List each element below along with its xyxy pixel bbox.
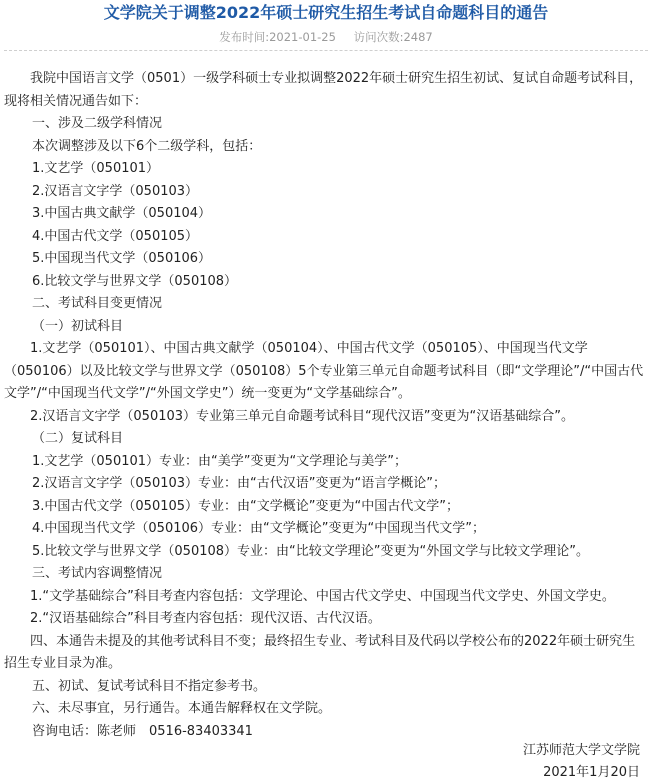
page-title: 文学院关于调整2022年硕士研究生招生考试自命题科目的通告 [103, 3, 549, 22]
section-4-paragraph: 四、本通告未提及的其他考试科目不变；最终招生专业、考试科目及代码以学校公布的2022年硕士研究生招生专业目录为准。 [4, 633, 636, 671]
section-1-text: 本次调整涉及以下6个二级学科，包括： [32, 138, 262, 154]
content-change-2: 2.“汉语基础综合”科目考查内容包括：现代汉语、古代汉语。 [30, 611, 381, 626]
retest-change-item: 3.中国古代文学（050105）专业：由“文学概论”变更为“中国古代文学”； [32, 498, 459, 514]
subject-item: 4.中国古代文学（050105） [32, 228, 199, 244]
preliminary-change-1: 1.文艺学（050101）、中国古典文献学（050104）、中国古代文学（050105）、中国现当代文学（050106）以及比较文学与世界文学（050108）5个专业第三单元自命题考试科目（即“文学理论”/“中国古代文学”/“中国现当代文学”/“外国文学史”）统一变更为“文学基础综合”。 [4, 341, 644, 401]
article-meta [0, 29, 652, 45]
section-3-heading: 三、考试内容调整情况 [32, 566, 163, 581]
retest-change-item: 2.汉语言文字学（050103）专业：由“古代汉语”变更为“语言学概论”； [32, 476, 446, 491]
signature-date: 2021年1月20日 [543, 765, 640, 780]
signature-org: 江苏师范大学文学院 [522, 743, 640, 758]
section-5-paragraph: 五、初试、复试考试科目不指定参考书。 [32, 678, 267, 694]
section-1-heading: 一、涉及二级学科情况 [32, 116, 163, 131]
subject-item: 5.中国现当代文学（050106） [32, 251, 212, 266]
preliminary-exam-heading: （一）初试科目 [32, 318, 124, 334]
visit-count: 访问次数:2487 [353, 30, 433, 44]
intro-paragraph: 我院中国语言文学（0501）一级学科硕士专业拟调整2022年硕士研究生招生初试、复试自命题考试科目，现将相关情况通告如下： [4, 71, 643, 109]
signature-block [523, 740, 640, 784]
subject-item: 3.中国古典文献学（050104） [32, 206, 212, 221]
content-change-1: 1.“文学基础综合”科目考查内容包括：文学理论、中国古代文学史、中国现当代文学史、外国文学史。 [30, 588, 615, 604]
contact-line: 咨询电话：陈老师 0516-83403341 [32, 723, 253, 739]
title-divider [4, 50, 648, 51]
retest-exam-heading: （二）复试科目 [32, 431, 124, 446]
subject-item: 6.比较文学与世界文学（050108） [32, 273, 238, 289]
subject-item: 2.汉语言文字学（050103） [32, 183, 199, 199]
retest-change-item: 5.比较文学与世界文学（050108）专业：由“比较文学理论”变更为“外国文学与比较文学理论”。 [32, 543, 589, 559]
article-body [4, 68, 646, 743]
publish-time: 发布时间:2021-01-25 [219, 30, 336, 44]
retest-change-item: 1.文艺学（050101）专业：由“美学”变更为“文学理论与美学”； [32, 453, 407, 469]
section-6-paragraph: 六、未尽事宜，另行通告。本通告解释权在文学院。 [32, 701, 332, 716]
retest-change-item: 4.中国现当代文学（050106）专业：由“文学概论”变更为“中国现当代文学”； [32, 521, 485, 536]
subject-item: 1.文艺学（050101） [32, 161, 160, 176]
preliminary-change-2: 2.汉语言文字学（050103）专业第三单元自命题考试科目“现代汉语”变更为“汉语基础综合”。 [30, 408, 574, 424]
section-2-heading: 二、考试科目变更情况 [32, 296, 163, 311]
